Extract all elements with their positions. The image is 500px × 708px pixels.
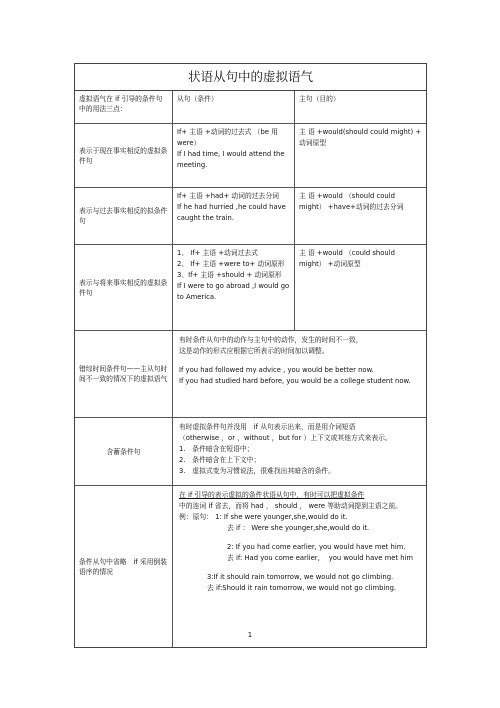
explanation-line: 在 if 引导的表示虚拟的条件状语从句中，有时可以把虚拟条件 — [179, 491, 365, 499]
explanation-line: 有时虚拟条件句并没用 if 从句表示出来，而是用介词短语 — [179, 423, 356, 431]
implied-condition-row — [75, 418, 426, 486]
example-sentence: 去 if: Had you come earlier, you would have met him — [227, 554, 414, 562]
row-main-clause — [295, 124, 426, 187]
table-row — [75, 245, 426, 331]
table-row — [75, 188, 426, 245]
condition-line: 1、 If+ 主语 +动词过去式 — [177, 249, 258, 257]
row-main-clause — [295, 245, 426, 330]
explanation-line: （otherwise ，or ，without ，but for ）上下文或其他方式来表示。 — [179, 434, 392, 442]
condition-line: 3、If+ 主语 +should + 动词原形 — [177, 271, 282, 279]
header-condition: 从句（条件） — [173, 91, 295, 123]
example-sentence: If you had studied hard before, you would be a college student now. — [179, 377, 411, 385]
table-row — [75, 124, 426, 188]
grammar-table — [74, 63, 427, 648]
example-sentence: 去 if ： Were she younger,she,would do it. — [227, 524, 370, 532]
list-item: 3. 虚拟式变为习惯说法，很难找出其暗含的条件。 — [179, 467, 336, 475]
implied-condition-content — [173, 418, 426, 485]
example-sentence: 去 if:Should it rain tomorrow, we would not go climbing. — [207, 584, 397, 592]
page-number: 1 — [247, 631, 253, 639]
row-condition — [173, 124, 295, 187]
condition-example: If I had time, I would attend the meeting. — [177, 150, 285, 169]
condition-line: 2、 If+ 主语 +were to+ 动词原形 — [177, 260, 285, 268]
main-clause-line: 主 语 +would （should could might） +have+动词的过去分词 — [299, 192, 404, 211]
header-usage: 虚拟语气在 if 引导的条件句中的用法三点： — [75, 91, 173, 123]
condition-example: If he had hurried ,he could have caught the train. — [177, 203, 286, 222]
inversion-row — [75, 486, 426, 647]
row-label: 错综时间条件句——主从句时间不一致的情况下的虚拟语气 — [75, 331, 173, 417]
explanation-line: 中的连词 if 省去，而将 had ， should ， were 等助动词提到主语之前。 — [179, 502, 402, 510]
row-label: 表示与过去事实相反的拟条件句 — [75, 188, 173, 244]
mixed-time-row — [75, 331, 426, 418]
row-label: 表示于现在事实相反的虚拟条件句 — [75, 124, 173, 187]
example-sentence: If you had followed my advice , you would be better now. — [179, 366, 374, 374]
example-sentence: 例：原句： 1: If she were younger,she,would do it. — [179, 513, 348, 521]
example-sentence: 2: If you had come earlier, you would have met him. — [227, 543, 406, 551]
inversion-content — [173, 486, 426, 647]
row-condition — [173, 188, 295, 244]
row-main-clause — [295, 188, 426, 244]
example-sentence: 3:If it should rain tomorrow, we would not go climbing. — [207, 573, 394, 581]
list-item: 1. 条件暗含在短语中； — [179, 445, 254, 453]
condition-line: If+ 主语 +had+ 动词的过去分词 — [177, 192, 279, 200]
explanation-line: 这是动作的形式应根据它所表示的时间加以调整。 — [179, 347, 329, 355]
row-label: 条件从句中省略 if 采用倒装语序的情况 — [75, 486, 173, 647]
list-item: 2. 条件暗含在上下文中； — [179, 456, 261, 464]
table-title: 状语从句中的虚拟语气 — [75, 64, 426, 91]
explanation-line: 有时条件从句中的动作与主句中的动作，发生的时间不一致， — [179, 336, 363, 344]
main-clause-line: 主 语 +would （could should might） +动词原型 — [299, 249, 395, 268]
condition-example: If I were to go abroad ,I would go to America. — [177, 282, 290, 301]
row-label: 含蓄条件句 — [75, 418, 173, 485]
header-row — [75, 91, 426, 124]
row-condition — [173, 245, 295, 330]
mixed-time-content — [173, 331, 426, 417]
header-main-clause: 主句（目的） — [299, 95, 340, 103]
row-label: 表示与将来事实相反的虚拟条件句 — [75, 245, 173, 330]
main-clause-line: 主 语 +would(should could might) + 动词原型 — [299, 128, 422, 147]
condition-line: If+ 主语 +动词的过去式 （be 用 were） — [177, 128, 278, 147]
